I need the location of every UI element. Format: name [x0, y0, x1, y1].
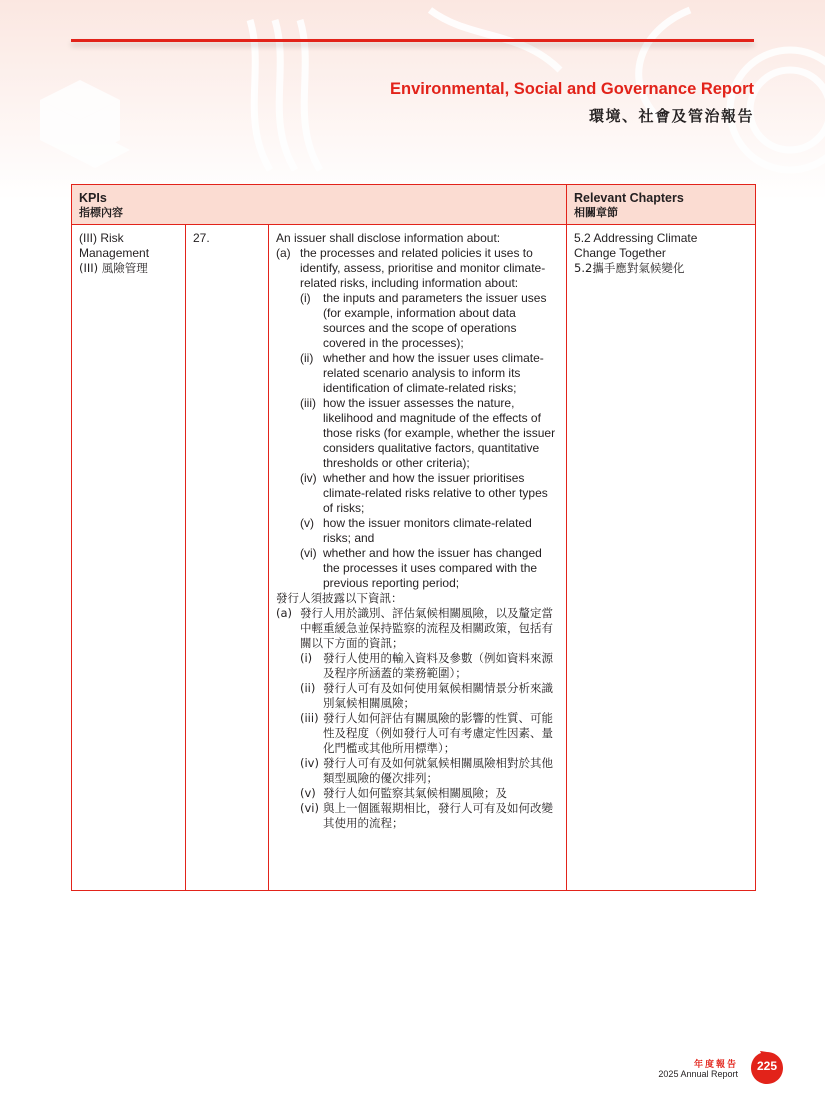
requirement-subitem-en: [276, 471, 559, 516]
requirement-subitem-zh: [276, 681, 559, 711]
requirement-subitem-en: [276, 546, 559, 591]
requirement-subitem-en: [276, 291, 559, 351]
kpi-number-cell: [186, 225, 269, 891]
item-marker: (a): [276, 246, 291, 260]
subitem-text: whether and how the issuer has changed the processes it uses compared with the previous reporting period;: [323, 546, 542, 590]
subitem-marker: (ii): [300, 351, 314, 365]
relevant-chapter-cell: [567, 225, 756, 891]
decorative-background-art: [0, 0, 825, 200]
item-text: 發行人用於識別、評估氣候相關風險，以及釐定當中輕重緩急並保持監察的流程及相關政策，包括有關以下方面的資訊；: [300, 606, 553, 650]
item-text: the processes and related policies it uses to identify, assess, prioritise and monitor climate-related risks, including information about:: [300, 246, 546, 290]
kpi-category-cell: [72, 225, 186, 891]
subitem-text: 發行人可有及如何使用氣候相關情景分析來識別氣候相關風險；: [323, 681, 553, 710]
item-marker: (a): [276, 606, 293, 620]
subitem-marker: (iii): [300, 396, 316, 410]
kpi-number: 27.: [193, 231, 210, 245]
subitem-text: 發行人使用的輸入資料及參數（例如資料來源及程序所涵蓋的業務範圍）；: [323, 651, 553, 680]
requirement-subitem-zh: [276, 651, 559, 681]
kpis-header-en: KPIs: [79, 191, 107, 205]
chapter-en-line2: Change Together: [574, 246, 666, 260]
requirement-subitem-zh: [276, 711, 559, 756]
page-number: 225: [756, 1059, 778, 1073]
subitem-marker: (i): [300, 651, 313, 665]
requirement-cell: [269, 225, 567, 891]
kpi-category-zh: (III) 風險管理: [79, 261, 148, 275]
subitem-text: 與上一個匯報期相比，發行人可有及如何改變其使用的流程；: [323, 801, 553, 830]
kpi-category-en-line2: Management: [79, 246, 150, 260]
subitem-text: the inputs and parameters the issuer uses (for example, information about data sources and the scope of operations covered in the processes);: [323, 291, 547, 350]
subitem-marker: (i): [300, 291, 311, 305]
chapter-en-line1: 5.2 Addressing Climate: [574, 231, 698, 245]
requirement-subitem-en: [276, 396, 559, 471]
footer-annual-report-zh: 年度報告: [693, 1060, 738, 1070]
subitem-marker: (v): [300, 786, 316, 800]
top-rule: [71, 39, 754, 42]
kpis-header-zh: 指標內容: [79, 206, 123, 219]
report-title-en: Environmental, Social and Governance Report: [389, 80, 754, 98]
kpi-table: [71, 184, 756, 891]
requirement-intro-en: An issuer shall disclose information about:: [276, 231, 501, 245]
subitem-marker: (vi): [300, 546, 317, 560]
subitem-text: how the issuer assesses the nature, likelihood and magnitude of the effects of those risks (for example, whether the issuer considers qualitative factors, quantitative thresholds or other criteria);: [323, 396, 556, 470]
requirement-subitem-zh: [276, 756, 559, 786]
table-row: [72, 225, 756, 891]
kpis-header: [72, 185, 567, 225]
kpi-category-en-line1: (III) Risk: [79, 231, 124, 245]
subitem-marker: (vi): [300, 801, 319, 815]
subitem-text: how the issuer monitors climate-related risks; and: [323, 516, 532, 545]
chapter-zh: 5.2攜手應對氣候變化: [574, 261, 685, 275]
subitem-marker: (iii): [300, 711, 319, 725]
subitem-text: 發行人如何評估有關風險的影響的性質、可能性及程度（例如發行人可有考慮定性因素、量化門檻或其他所用標準）；: [323, 711, 553, 755]
requirement-subitem-zh: [276, 801, 559, 831]
requirement-subitem-en: [276, 351, 559, 396]
subitem-marker: (iv): [300, 471, 317, 485]
chapters-header: [567, 185, 756, 225]
subitem-marker: (ii): [300, 681, 316, 695]
requirement-item-a-zh: [276, 606, 559, 651]
requirement-subitem-en: [276, 516, 559, 546]
requirement-intro-zh: 發行人須披露以下資訊：: [276, 591, 403, 605]
subitem-marker: (v): [300, 516, 314, 530]
footer-annual-report-en: 2025 Annual Report: [658, 1069, 738, 1079]
subitem-text: 發行人如何監察其氣候相關風險；及: [323, 786, 507, 800]
chapters-header-en: Relevant Chapters: [574, 191, 684, 205]
report-title-zh: 環境、社會及管治報告: [588, 107, 754, 125]
requirement-item-a-en: [276, 246, 559, 291]
chapters-header-zh: 相關章節: [574, 206, 619, 219]
subitem-text: whether and how the issuer uses climate-related scenario analysis to inform its identification of climate-related risks;: [323, 351, 544, 395]
table-header-row: [72, 185, 756, 225]
subitem-marker: (iv): [300, 756, 319, 770]
subitem-text: whether and how the issuer prioritises climate-related risks relative to other types of risks;: [323, 471, 548, 515]
requirement-subitem-zh: [276, 786, 559, 801]
subitem-text: 發行人可有及如何就氣候相關風險相對於其他類型風險的優次排列；: [323, 756, 553, 785]
